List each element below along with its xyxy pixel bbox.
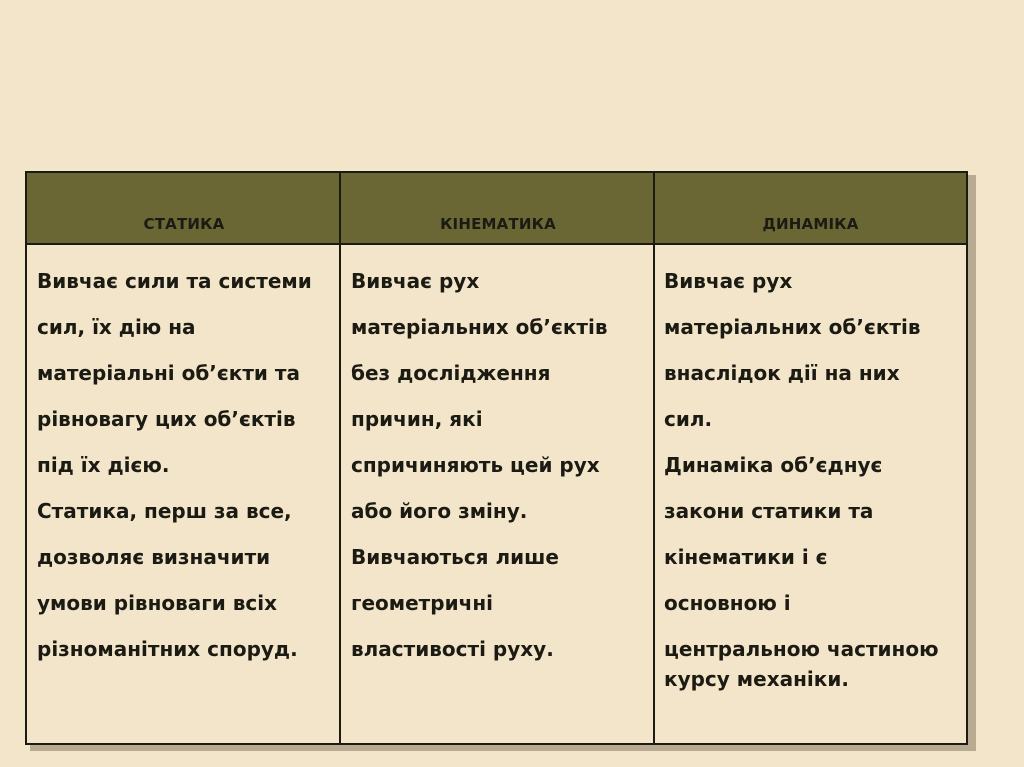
header-cell-statics — [27, 173, 341, 243]
text-line: закони статики та — [664, 499, 874, 523]
text-line: рівновагу цих об’єктів — [37, 407, 296, 431]
header-cell-kinematics — [341, 173, 655, 243]
header-statics-label: СТАТИКА — [143, 215, 225, 233]
header-kinematics-label: КІНЕМАТИКА — [440, 215, 556, 233]
column-divider — [339, 173, 341, 743]
text-line: центральною частиною — [664, 637, 939, 661]
text-line: Вивчає рух — [351, 269, 480, 293]
text-line: Вивчає сили та системи — [37, 269, 312, 293]
text-line: сил. — [664, 407, 713, 431]
text-line: Статика, перш за все, — [37, 499, 292, 523]
text-line: умови рівноваги всіх — [37, 591, 277, 615]
text-line: Вивчаються лише — [351, 545, 559, 569]
header-dynamics-label: ДИНАМІКА — [762, 215, 859, 233]
text-line: спричиняють цей рух — [351, 453, 600, 477]
text-line: Динаміка об’єднує — [664, 453, 883, 477]
table-header-row — [27, 173, 966, 245]
cell-dynamics-description — [664, 245, 964, 707]
text-line: кінематики і є — [664, 545, 828, 569]
text-line: дозволяє визначити — [37, 545, 271, 569]
text-line: або його зміну. — [351, 499, 528, 523]
cell-kinematics-description — [351, 245, 651, 677]
text-line: властивості руху. — [351, 637, 554, 661]
text-line: курсу механіки. — [664, 667, 849, 691]
text-line: матеріальних об’єктів — [664, 315, 921, 339]
text-line: матеріальні об’єкти та — [37, 361, 300, 385]
text-line: сил, їх дію на — [37, 315, 196, 339]
header-cell-dynamics — [655, 173, 966, 243]
text-line: Вивчає рух — [664, 269, 793, 293]
text-line: основною і — [664, 591, 791, 615]
text-line: причин, які — [351, 407, 483, 431]
column-divider — [653, 173, 655, 743]
comparison-table — [25, 171, 968, 745]
cell-statics-description — [37, 245, 337, 677]
text-line: без дослідження — [351, 361, 551, 385]
text-line: різноманітних споруд. — [37, 637, 298, 661]
text-line: матеріальних об’єктів — [351, 315, 608, 339]
text-line: внаслідок дії на них — [664, 361, 900, 385]
text-line: під їх дією. — [37, 453, 170, 477]
text-line: геометричні — [351, 591, 493, 615]
